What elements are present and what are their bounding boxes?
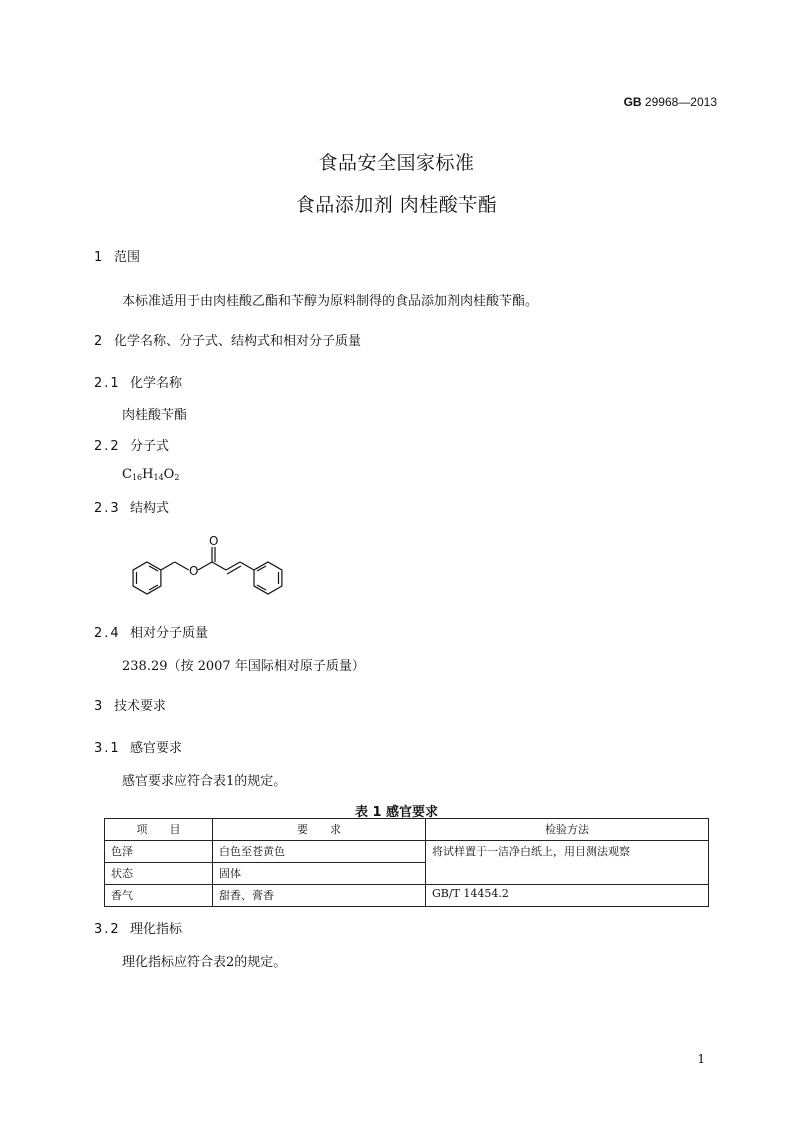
bond-alkene-ring xyxy=(240,562,254,570)
document-title: 食品安全国家标准 xyxy=(318,152,475,174)
table-cell-requirement: 白色至苍黄色 xyxy=(213,841,426,863)
section-title: 感官要求 xyxy=(130,741,183,756)
formula-element-h: H xyxy=(142,467,154,482)
bond-carbonyl-alkene xyxy=(212,562,226,570)
bond-ring-ch2 xyxy=(161,562,175,570)
section-1-heading xyxy=(94,246,140,265)
molecular-formula xyxy=(122,467,179,482)
left-benzene-ring xyxy=(133,562,161,594)
formula-element-c: C xyxy=(122,467,132,482)
right-ring-inner-bond xyxy=(257,566,266,571)
section-number: 1 xyxy=(94,250,103,265)
section-1-text: 本标准适用于由肉桂酸乙酯和苄醇为原料制得的食品添加剂肉桂酸苄酯。 xyxy=(122,294,539,309)
table-1-caption: 表 1 感官要求 xyxy=(354,805,439,820)
section-2-1-heading xyxy=(94,372,182,391)
formula-element-o: O xyxy=(163,467,175,482)
table-header-item: 项 目 xyxy=(105,819,213,841)
standard-code-prefix: GB xyxy=(623,95,642,109)
section-3-2-heading xyxy=(94,918,182,937)
alkene-double-bond-second xyxy=(227,566,241,574)
table-cell-item: 色泽 xyxy=(105,841,213,863)
section-number: 3.1 xyxy=(94,741,121,756)
section-title: 范围 xyxy=(114,250,141,265)
section-number: 2.2 xyxy=(94,439,121,454)
right-ring-inner-bond xyxy=(257,585,266,590)
section-number: 2 xyxy=(94,334,103,349)
table-cell-requirement: 甜香、膏香 xyxy=(213,885,426,907)
section-title: 理化指标 xyxy=(130,922,183,937)
carbonyl-oxygen-label: O xyxy=(209,534,219,548)
section-3-heading xyxy=(94,695,166,714)
table-header-method: 检验方法 xyxy=(426,819,709,841)
right-benzene-ring xyxy=(254,562,282,594)
section-3-2-text: 理化指标应符合表2的规定。 xyxy=(122,955,287,970)
section-number: 3.2 xyxy=(94,922,121,937)
table-header-requirement: 要 求 xyxy=(213,819,426,841)
standard-code-number: 29968—2013 xyxy=(644,95,717,109)
section-3-1-heading xyxy=(94,737,182,756)
section-title: 分子式 xyxy=(130,439,170,454)
left-ring-inner-bond xyxy=(149,566,158,571)
document-subtitle: 食品添加剂 肉桂酸苄酯 xyxy=(295,194,498,216)
formula-count-c: 16 xyxy=(131,473,143,482)
section-number: 3 xyxy=(94,699,103,714)
section-title: 化学名称 xyxy=(130,376,183,391)
table-cell-item: 状态 xyxy=(105,863,213,885)
table-cell-method: GB/T 14454.2 xyxy=(426,885,709,907)
standard-code xyxy=(624,95,717,109)
section-2-4-heading xyxy=(94,622,208,641)
section-title: 结构式 xyxy=(130,501,170,516)
bond-o-carbonyl xyxy=(198,562,212,570)
table-row xyxy=(105,841,709,863)
ester-oxygen-label: O xyxy=(189,564,199,578)
table-header-row xyxy=(105,819,709,841)
section-2-heading xyxy=(94,330,361,349)
section-title: 技术要求 xyxy=(114,699,167,714)
table-cell-requirement: 固体 xyxy=(213,863,426,885)
formula-count-o: 2 xyxy=(174,473,180,482)
bond-ch2-o xyxy=(175,562,189,570)
section-number: 2.3 xyxy=(94,501,121,516)
section-2-3-heading xyxy=(94,497,169,516)
section-3-1-text: 感官要求应符合表1的规定。 xyxy=(122,774,287,789)
left-ring-inner-bond xyxy=(149,585,158,590)
alkene-double-bond xyxy=(226,562,240,570)
chemical-name: 肉桂酸苄酯 xyxy=(122,408,188,423)
section-2-2-heading xyxy=(94,435,169,454)
table-row xyxy=(105,885,709,907)
sensory-requirements-table xyxy=(104,818,709,907)
molecular-mass: 238.29（按 2007 年国际相对原子质量） xyxy=(122,659,365,674)
section-title: 相对分子质量 xyxy=(130,626,209,641)
section-title: 化学名称、分子式、结构式和相对分子质量 xyxy=(114,334,362,349)
page-number: 1 xyxy=(697,1052,705,1066)
table-cell-item: 香气 xyxy=(105,885,213,907)
structural-formula-diagram xyxy=(120,530,310,610)
section-number: 2.1 xyxy=(94,376,121,391)
formula-count-h: 14 xyxy=(153,473,164,482)
section-number: 2.4 xyxy=(94,626,121,641)
table-cell-method: 将试样置于一洁净白纸上，用目测法观察 xyxy=(426,841,709,885)
